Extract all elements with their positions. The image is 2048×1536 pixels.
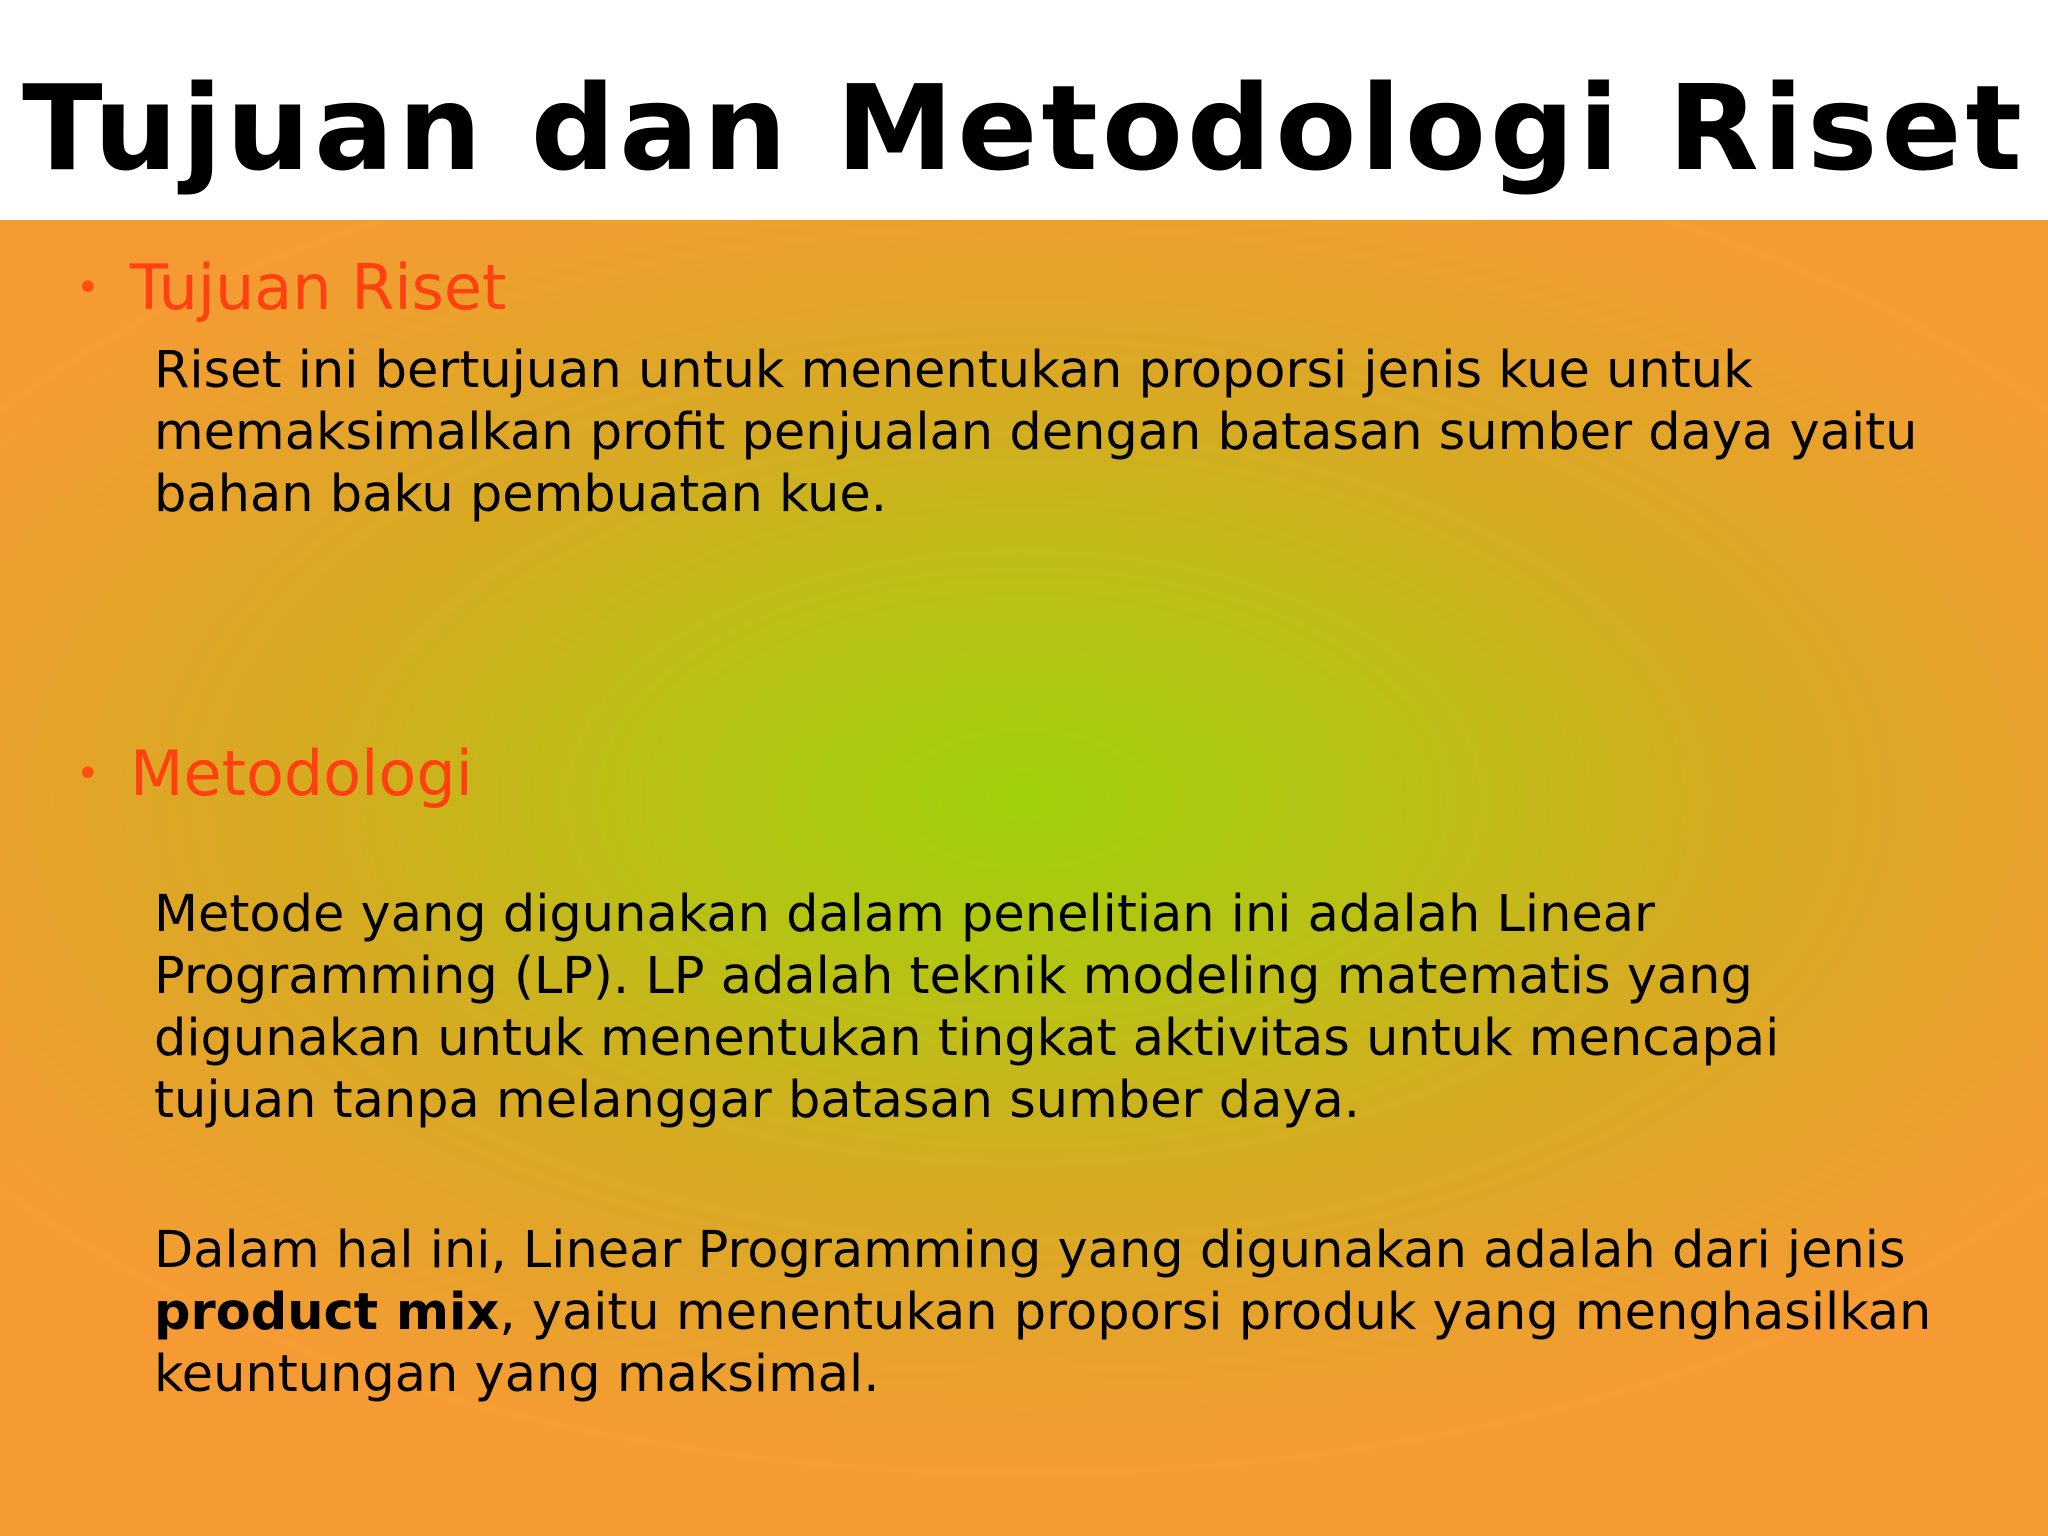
section-heading-metodologi: Metodologi (130, 737, 473, 810)
paragraph-product-mix (154, 1220, 1934, 1406)
bullet-item-tujuan-riset (0, 248, 2048, 328)
paragraph-metode: Metode yang digunakan dalam penelitian ini adalah Linear Programming (LP). LP adalah teknik modeling matematis yang digunakan untuk menentukan tingkat aktivitas untuk mencapai tujuan tanpa melanggar batasan sumber daya. (154, 885, 1780, 1130)
paragraph-product-mix-after: , yaitu menentukan proporsi produk yang menghasilkan keuntungan yang maksimal. (154, 1283, 1932, 1404)
section-metodologi (0, 734, 2048, 1404)
bullet-icon: • (76, 265, 100, 311)
section-heading-tujuan-riset: Tujuan Riset (130, 251, 507, 324)
title-area (0, 0, 2048, 220)
paragraph-tujuan: Riset ini bertujuan untuk menentukan proporsi jenis kue untuk memaksimalkan profit penjualan dengan batasan sumber daya yaitu bahan baku pembuatan kue. (154, 341, 1918, 524)
bullet-item-metodologi (0, 734, 2048, 814)
section-tujuan-riset (0, 248, 2048, 524)
product-mix-emphasis: product mix (154, 1283, 500, 1342)
paragraph-product-mix-before: Dalam hal ini, Linear Programming yang digunakan adalah dari jenis (154, 1221, 1906, 1280)
bullet-icon: • (76, 751, 100, 797)
slide-content (0, 220, 2048, 1536)
slide-title: Tujuan dan Metodologi Riset (22, 59, 2026, 197)
